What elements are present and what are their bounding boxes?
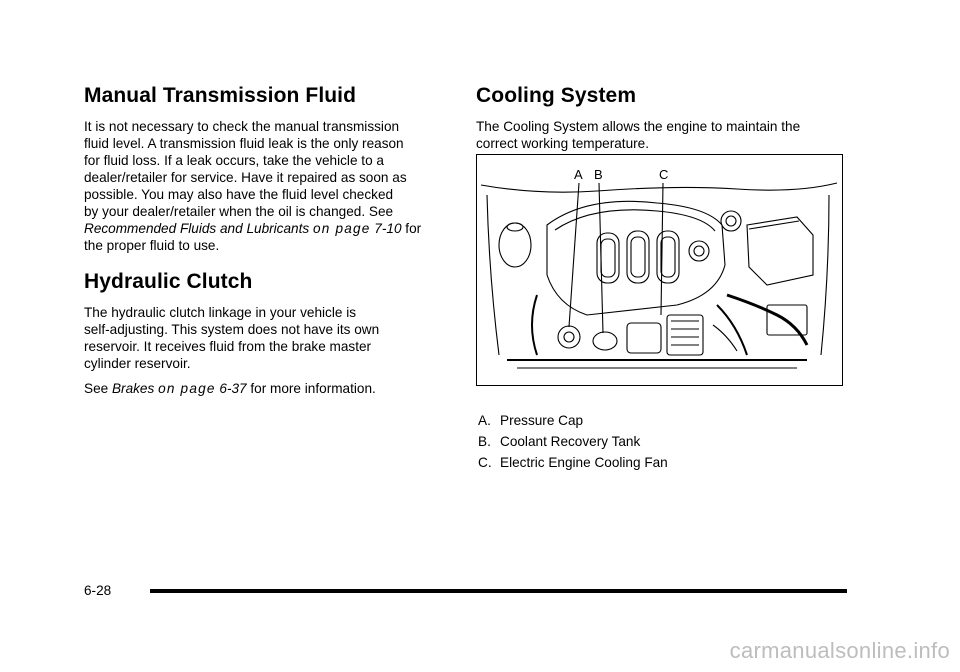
cross-reference-link[interactable]: Brakes on page 6-37	[111, 381, 247, 396]
legend-item: C. Electric Engine Cooling Fan	[478, 455, 668, 470]
right-column	[476, 84, 846, 152]
legend-item: B. Coolant Recovery Tank	[478, 434, 641, 449]
cooling-paragraph: The Cooling System allows the engine to maintain the correct working temperature.	[476, 119, 801, 151]
page-number: 6-28	[84, 583, 112, 598]
clutch-see-also: See Brakes on page 6-37 for more information.	[84, 381, 376, 396]
callout-b: B	[594, 167, 603, 182]
engine-compartment-illustration	[476, 154, 843, 386]
cross-reference-link[interactable]: Recommended Fluids and Lubricants on page 7-10	[84, 221, 402, 236]
section-heading-clutch: Hydraulic Clutch	[84, 270, 253, 293]
section-heading-transmission: Manual Transmission Fluid	[84, 84, 357, 107]
transmission-paragraph: It is not necessary to check the manual transmission fluid level. A transmission fluid leak is the only reason for fluid loss. If a leak occurs, take the vehicle to a dealer/retailer for service. Have it repaired as soon as possible. You may also have the fluid level checked by your dealer/retailer when the oil is changed. See Recommended Fluids and Lubricants on page 7-10 for the proper fluid to use.	[84, 119, 422, 253]
legend-item: A. Pressure Cap	[478, 413, 584, 428]
callout-c: C	[659, 167, 669, 182]
watermark: carmanualsonline.info	[729, 638, 950, 663]
section-heading-cooling: Cooling System	[476, 84, 637, 107]
callout-a: A	[574, 167, 583, 182]
footer-rule	[150, 589, 847, 593]
clutch-paragraph: The hydraulic clutch linkage in your vehicle is self-adjusting. This system does not have its own reservoir. It receives fluid from the brake master cylinder reservoir.	[84, 305, 380, 371]
left-column	[84, 84, 444, 397]
figure-legend	[478, 412, 668, 475]
